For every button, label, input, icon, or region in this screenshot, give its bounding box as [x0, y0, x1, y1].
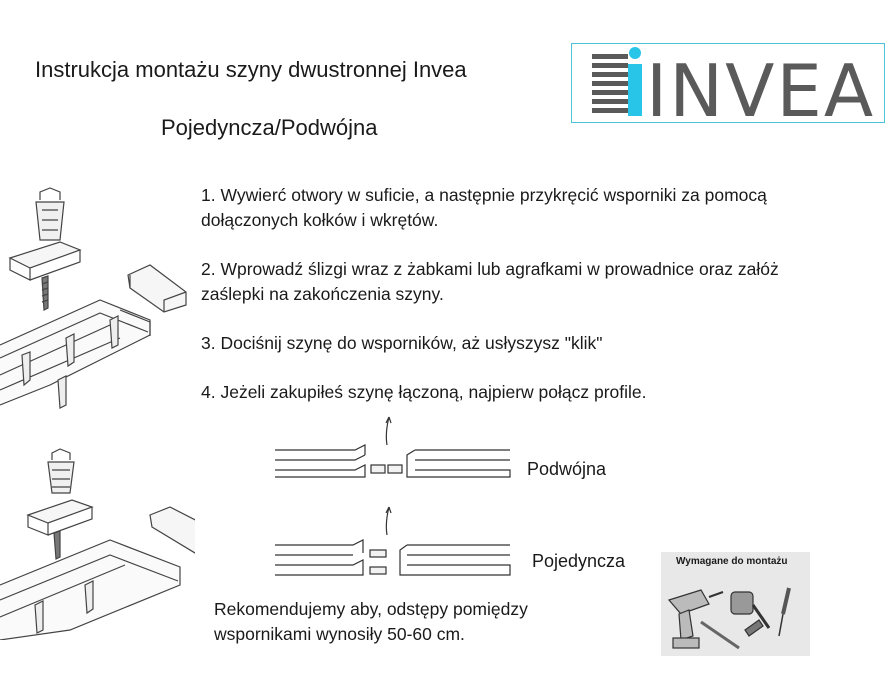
- single-rail-joint-diagram: [275, 505, 515, 590]
- screwdriver-icon: [783, 588, 789, 614]
- page-title: Instrukcja montażu szyny dwustronnej Invea: [35, 57, 467, 82]
- recommendation-text: Rekomendujemy aby, odstępy pomiędzy wspornikami wynosiły 50-60 cm.: [214, 599, 528, 644]
- rail-mounting-illustration-single: [0, 445, 195, 640]
- instruction-steps: [201, 183, 831, 429]
- step-1: 1. Wywierć otwory w suficie, a następnie przykręcić wsporniki za pomocą dołączonych kołków i wkrętów.: [201, 185, 767, 230]
- step-4: 4. Jeżeli zakupiłeś szynę łączoną, najpierw połącz profile.: [201, 382, 647, 402]
- single-rail-label: Pojedyncza: [532, 551, 626, 571]
- double-rail-joint-diagram: [275, 415, 515, 500]
- step-2: 2. Wprowadź ślizgi wraz z żabkami lub agrafkami w prowadnice oraz załóż zaślepki na zakończenia szyny.: [201, 259, 779, 304]
- invea-logo: [571, 43, 885, 123]
- double-rail-label: Podwójna: [527, 459, 607, 479]
- logo-text: INVEA: [646, 49, 876, 122]
- tools-caption: Wymagane do montażu: [676, 556, 788, 567]
- rail-mounting-illustration-double: [0, 180, 195, 420]
- tape-measure-icon: [731, 592, 753, 614]
- page-subtitle: Pojedyncza/Podwójna: [161, 115, 378, 140]
- step-3: 3. Dociśnij szynę do wsporników, aż usłyszysz "klik": [201, 333, 603, 353]
- tools-illustration: [661, 570, 810, 656]
- invea-logo-graphic: [572, 44, 884, 122]
- pencil-icon: [701, 622, 739, 648]
